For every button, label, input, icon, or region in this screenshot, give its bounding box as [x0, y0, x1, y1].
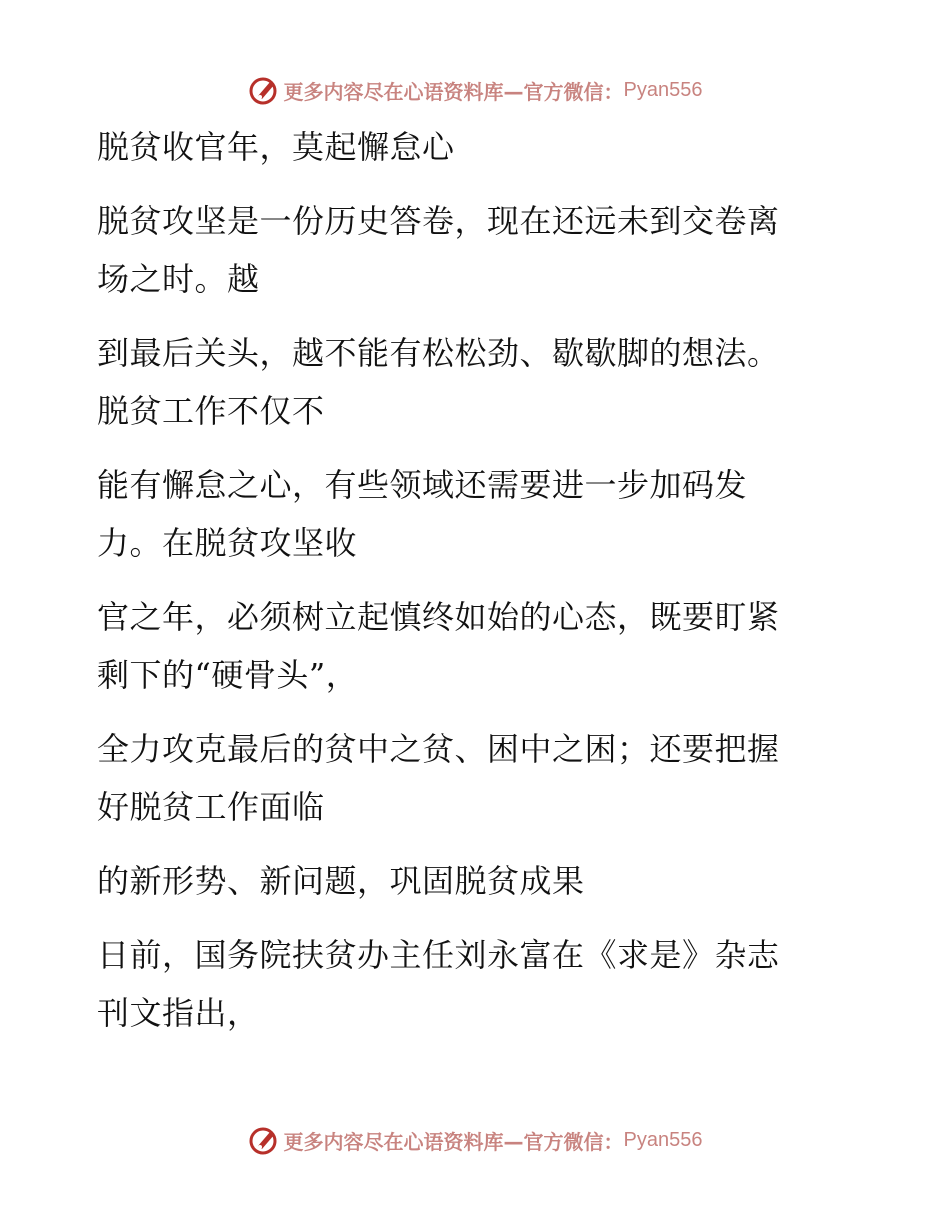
header-banner-text: 更多内容尽在心语资料库—官方微信：: [283, 79, 624, 104]
body-line: 到最后关头，越不能有松松劲、歇歇脚的想法。: [97, 334, 780, 372]
body-line: 的新形势、新问题，巩固脱贫成果: [97, 862, 585, 900]
body-line: 场之时。越: [97, 260, 260, 298]
footer-banner-text: 更多内容尽在心语资料库—官方微信：: [283, 1129, 624, 1154]
body-line: 脱贫工作不仅不: [97, 392, 325, 430]
body-line: 脱贫收官年，莫起懈怠心: [97, 128, 455, 166]
body-line: 力。在脱贫攻坚收: [97, 524, 358, 562]
footer-banner: [0, 1120, 950, 1160]
footer-banner-handle: Pyan556: [623, 1128, 703, 1151]
body-line: 日前，国务院扶贫办主任刘永富在《求是》杂志: [97, 936, 780, 974]
header-banner: [0, 70, 950, 110]
body-line: 全力攻克最后的贫中之贫、困中之困；还要把握: [97, 730, 780, 768]
body-line: 刊文指出，: [97, 994, 260, 1032]
header-banner-handle: Pyan556: [623, 78, 703, 101]
body-line: 好脱贫工作面临: [97, 788, 325, 826]
body-line: 能有懈怠之心，有些领域还需要进一步加码发: [97, 466, 748, 504]
pen-logo-icon: [248, 1124, 280, 1156]
body-line: 官之年，必须树立起慎终如始的心态，既要盯紧: [97, 598, 780, 636]
body-line: 剩下的“硬骨头”，: [97, 656, 359, 694]
pen-logo-icon: [248, 74, 280, 106]
body-line: 脱贫攻坚是一份历史答卷，现在还远未到交卷离: [97, 202, 780, 240]
